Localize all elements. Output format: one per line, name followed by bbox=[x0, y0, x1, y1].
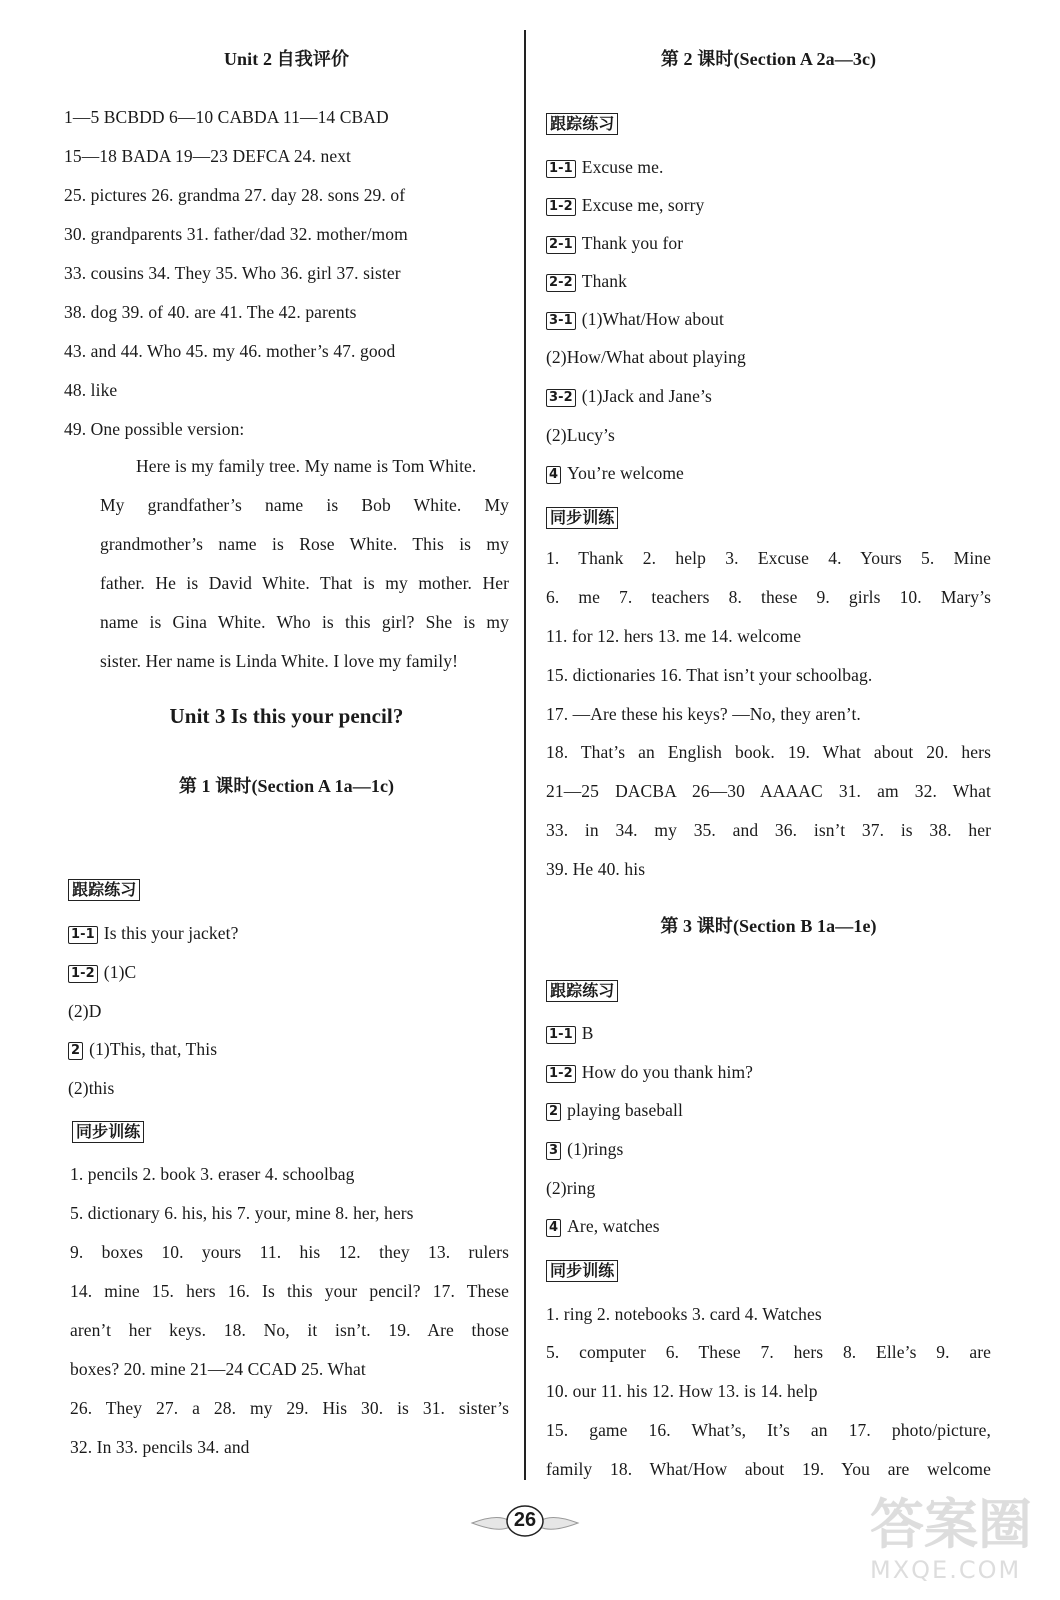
follow-item bbox=[546, 232, 991, 254]
watermark-logo bbox=[870, 1495, 1050, 1595]
follow-practice-header bbox=[68, 878, 509, 901]
follow-item-text: (1)C bbox=[103, 962, 137, 982]
sync-line: 17. —Are these his keys? —No, they aren’t. bbox=[546, 704, 861, 724]
follow-item bbox=[68, 1000, 509, 1022]
column-divider bbox=[524, 30, 526, 1480]
follow-item bbox=[546, 194, 991, 216]
essay-line: grandmother’s name is Rose White. This is my bbox=[100, 534, 509, 554]
follow-item bbox=[546, 1022, 991, 1044]
sync-line: 21—25 DACBA 26—30 AAAAC 31. am 32. What bbox=[546, 781, 991, 801]
follow-item-text: (1)Jack and Jane’s bbox=[581, 386, 712, 406]
question-tag: 2 bbox=[68, 1042, 83, 1060]
watermark-text bbox=[870, 1495, 1050, 1585]
question-tag: 2-1 bbox=[546, 236, 576, 254]
follow-practice-header bbox=[546, 979, 991, 1002]
sync-training-tag: 同步训练 bbox=[546, 1260, 618, 1282]
question-tag: 3-2 bbox=[546, 389, 576, 407]
essay-line: sister. Her name is Linda White. I love my family! bbox=[100, 651, 458, 671]
sync-training-tag: 同步训练 bbox=[72, 1121, 144, 1143]
sync-line: 9. boxes 10. yours 11. his 12. they 13. rulers bbox=[70, 1242, 509, 1262]
sync-line: family 18. What/How about 19. You are welcome bbox=[546, 1459, 991, 1479]
answer-line: 25. pictures 26. grandma 27. day 28. sons 29. of bbox=[64, 185, 406, 205]
follow-practice-tag: 跟踪练习 bbox=[546, 113, 618, 135]
answer-line: 43. and 44. Who 45. my 46. mother’s 47. good bbox=[64, 341, 396, 361]
sync-line: 15. dictionaries 16. That isn’t your schoolbag. bbox=[546, 665, 873, 685]
sync-line: 32. In 33. pencils 34. and bbox=[70, 1437, 250, 1457]
page-number bbox=[470, 1501, 580, 1541]
follow-item-text: Are, watches bbox=[567, 1216, 660, 1236]
follow-item-text: (1)This, that, This bbox=[89, 1039, 218, 1059]
sync-training-header bbox=[72, 1120, 509, 1143]
follow-item bbox=[546, 270, 991, 292]
follow-item bbox=[68, 1038, 509, 1060]
sync-line: 1. pencils 2. book 3. eraser 4. schoolbag bbox=[70, 1164, 355, 1184]
question-tag: 1-2 bbox=[546, 198, 576, 216]
follow-item bbox=[68, 961, 509, 983]
follow-item bbox=[546, 385, 991, 407]
sync-line: 6. me 7. teachers 8. these 9. girls 10. Mary’s bbox=[546, 587, 991, 607]
essay-line: name is Gina White. Who is this girl? She is my bbox=[100, 612, 509, 632]
question-tag: 1-2 bbox=[546, 1065, 576, 1083]
watermark-sub: MXQE.COM bbox=[870, 1556, 1022, 1584]
question-tag: 4 bbox=[546, 466, 561, 484]
sync-line: boxes? 20. mine 21—24 CCAD 25. What bbox=[70, 1359, 366, 1379]
follow-item bbox=[68, 1077, 509, 1099]
follow-item-text: (2)How/What about playing bbox=[546, 347, 746, 367]
follow-item bbox=[546, 462, 991, 484]
follow-item-text: (1)What/How about bbox=[581, 309, 724, 329]
follow-item-text: (1)rings bbox=[567, 1139, 624, 1159]
question-tag: 1-1 bbox=[546, 1026, 576, 1044]
sync-line: 10. our 11. his 12. How 13. is 14. help bbox=[546, 1381, 818, 1401]
question-tag: 3 bbox=[546, 1142, 561, 1160]
unit2-eval-title: Unit 2 自我评价 bbox=[223, 49, 350, 69]
follow-item-text: (2)D bbox=[68, 1001, 102, 1021]
follow-item-text: B bbox=[581, 1023, 594, 1043]
essay-line: Here is my family tree. My name is Tom White. bbox=[136, 456, 477, 476]
follow-practice-header bbox=[546, 112, 991, 135]
follow-practice-tag: 跟踪练习 bbox=[546, 980, 618, 1002]
answer-line: 49. One possible version: bbox=[64, 419, 245, 439]
follow-item bbox=[546, 1099, 991, 1121]
answer-line: 38. dog 39. of 40. are 41. The 42. parents bbox=[64, 302, 357, 322]
answer-line: 15—18 BADA 19—23 DEFCA 24. next bbox=[64, 146, 352, 166]
lesson3-title: 第 3 课时(Section B 1a—1e) bbox=[660, 916, 877, 936]
follow-item-text: Is this your jacket? bbox=[103, 923, 239, 943]
answer-line: 48. like bbox=[64, 380, 118, 400]
sync-line: 39. He 40. his bbox=[546, 859, 646, 879]
question-tag: 2-2 bbox=[546, 274, 576, 292]
sync-line: 1. ring 2. notebooks 3. card 4. Watches bbox=[546, 1304, 822, 1324]
lesson2-title: 第 2 课时(Section A 2a—3c) bbox=[660, 49, 877, 69]
sync-line: 11. for 12. hers 13. me 14. welcome bbox=[546, 626, 802, 646]
follow-item bbox=[546, 1215, 991, 1237]
follow-item-text: (2)Lucy’s bbox=[546, 425, 615, 445]
question-tag: 1-1 bbox=[68, 926, 98, 944]
question-tag: 1-2 bbox=[68, 965, 98, 983]
page-number-text: 26 bbox=[513, 1509, 537, 1531]
follow-item-text: Excuse me. bbox=[581, 157, 664, 177]
follow-item bbox=[546, 1138, 991, 1160]
question-tag: 2 bbox=[546, 1103, 561, 1121]
follow-item bbox=[546, 1177, 991, 1199]
follow-item bbox=[546, 308, 991, 330]
watermark-main: 答案圈 bbox=[870, 1493, 1032, 1556]
follow-item-text: Thank you for bbox=[581, 233, 684, 253]
sync-line: 33. in 34. my 35. and 36. isn’t 37. is 38. her bbox=[546, 820, 991, 840]
follow-item bbox=[546, 424, 991, 446]
answer-line: 33. cousins 34. They 35. Who 36. girl 37. sister bbox=[64, 263, 401, 283]
sync-line: 18. That’s an English book. 19. What about 20. hers bbox=[546, 742, 991, 762]
answer-line: 30. grandparents 31. father/dad 32. mother/mom bbox=[64, 224, 408, 244]
unit3-title: Unit 3 Is this your pencil? bbox=[169, 704, 404, 728]
essay-line: father. He is David White. That is my mother. Her bbox=[100, 573, 509, 593]
follow-item-text: Excuse me, sorry bbox=[581, 195, 705, 215]
follow-item-text: (2)ring bbox=[546, 1178, 596, 1198]
follow-item bbox=[546, 156, 991, 178]
essay-line: My grandfather’s name is Bob White. My bbox=[100, 495, 509, 515]
sync-line: 26. They 27. a 28. my 29. His 30. is 31. sister’s bbox=[70, 1398, 509, 1418]
follow-item-text: (2)this bbox=[68, 1078, 115, 1098]
lesson1-title: 第 1 课时(Section A 1a—1c) bbox=[178, 776, 395, 796]
sync-training-tag: 同步训练 bbox=[546, 507, 618, 529]
follow-item-text: Thank bbox=[581, 271, 628, 291]
follow-item-text: playing baseball bbox=[567, 1100, 683, 1120]
question-tag: 1-1 bbox=[546, 160, 576, 178]
sync-training-header bbox=[546, 506, 991, 529]
follow-item bbox=[68, 922, 509, 944]
sync-line: 15. game 16. What’s, It’s an 17. photo/picture, bbox=[546, 1420, 991, 1440]
follow-item bbox=[546, 1061, 991, 1083]
sync-line: aren’t her keys. 18. No, it isn’t. 19. Are those bbox=[70, 1320, 509, 1340]
sync-line: 14. mine 15. hers 16. Is this your pencil? 17. These bbox=[70, 1281, 509, 1301]
question-tag: 3-1 bbox=[546, 312, 576, 330]
sync-training-header bbox=[546, 1259, 991, 1282]
question-tag: 4 bbox=[546, 1219, 561, 1237]
follow-item-text: How do you thank him? bbox=[581, 1062, 754, 1082]
answer-line: 1—5 BCBDD 6—10 CABDA 11—14 CBAD bbox=[64, 107, 389, 127]
sync-line: 5. dictionary 6. his, his 7. your, mine 8. her, hers bbox=[70, 1203, 414, 1223]
follow-item-text: You’re welcome bbox=[567, 463, 684, 483]
sync-line: 1. Thank 2. help 3. Excuse 4. Yours 5. Mine bbox=[546, 548, 991, 568]
follow-practice-tag: 跟踪练习 bbox=[68, 879, 140, 901]
follow-item bbox=[546, 346, 991, 368]
sync-line: 5. computer 6. These 7. hers 8. Elle’s 9. are bbox=[546, 1342, 991, 1362]
